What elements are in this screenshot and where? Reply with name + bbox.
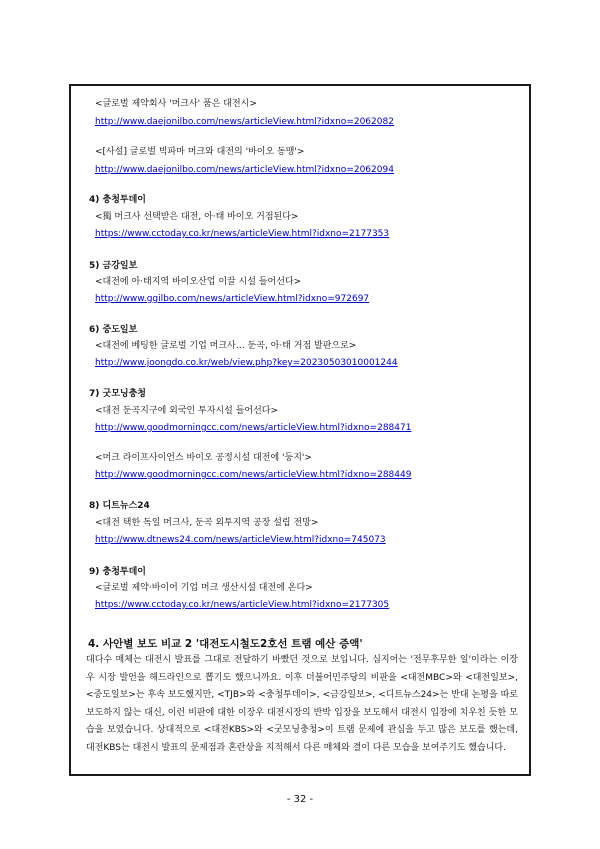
body-paragraph: 대다수 매체는 대전시 발표를 그대로 전달하기 바빴던 것으로 보입니다. 심지어는 '전무후무한 일'이라는 이장우 시장 발언을 헤드라인으로 뽑기도 했으니까요. 이후 더불어민주당의 비판을 <대전MBC>와 <대전일보>, <중도일보>는 후속 보도했지만, <TJB>와 <충청투데이>, <금강일보>, <디트뉴스24>는 반대 논평을 따로 보도하지 않는 대신, 이런 비판에 대한 이장우 대전시장의 반박 입장을 보도해서 대전시 입장에 치우친 듯한 모습을 보였습니다. 상대적으로 <대전KBS>와 <굿모닝충청>이 트램 문제에 관심을 두고 많은 보도를 했는데, 대전KBS는 대전시 발표의 문제점과 혼란상을 지적해서 다른 매체와 결이 다른 모습을 보여주기도 했습니다. bbox=[86, 655, 518, 753]
article-title: <글로벌 제약회사 '머크사' 품은 대전시> bbox=[95, 99, 257, 109]
article-link[interactable]: http://www.goodmorningcc.com/news/articleView.html?idxno=288449 bbox=[95, 470, 412, 480]
outlet-heading: 5) 금강일보 bbox=[89, 261, 138, 271]
article-link[interactable]: http://www.dtnews24.com/news/articleView.html?idxno=745073 bbox=[95, 535, 386, 545]
article-link[interactable]: http://www.goodmorningcc.com/news/articleView.html?idxno=288471 bbox=[95, 423, 412, 433]
article-title: <대전 둔곡지구에 외국인 투자시설 들어선다> bbox=[95, 406, 279, 416]
article-title: <獨 머크사 선택받은 대전, 아·태 바이오 거점된다> bbox=[95, 212, 299, 222]
article-title: <대전 택한 독일 머크사, 둔곡 외투지역 공장 설립 전망> bbox=[95, 518, 319, 528]
article-link[interactable]: http://www.daejonilbo.com/news/articleView.html?idxno=2062094 bbox=[95, 165, 394, 175]
outlet-heading: 8) 디트뉴스24 bbox=[89, 501, 150, 511]
article-title: <[사설] 글로벌 빅파마 머크와 대전의 '바이오 동맹'> bbox=[95, 147, 305, 157]
article-link[interactable]: https://www.cctoday.co.kr/news/articleView.html?idxno=2177305 bbox=[95, 600, 390, 610]
article-link[interactable]: http://www.joongdo.co.kr/web/view.php?key=20230503010001244 bbox=[95, 358, 398, 368]
article-link[interactable]: https://www.cctoday.co.kr/news/articleView.html?idxno=2177353 bbox=[95, 229, 390, 239]
section-title: 4. 사안별 보도 비교 2 '대전도시철도2호선 트램 예산 증액' bbox=[88, 638, 363, 650]
article-title: <머크 라이프사이언스 바이오 공정시설 대전에 '둥지'> bbox=[95, 453, 312, 463]
outlet-heading: 9) 충청투데이 bbox=[89, 567, 146, 577]
article-title: <대전에 아·태지역 바이오산업 이끌 시설 들어선다> bbox=[95, 277, 302, 287]
article-title: <대전에 베팅한 글로벌 기업 머크사… 둔곡, 아·태 거점 발판으로> bbox=[95, 341, 357, 351]
outlet-heading: 7) 굿모닝충청 bbox=[89, 389, 146, 399]
article-link[interactable]: http://www.ggilbo.com/news/articleView.html?idxno=972697 bbox=[95, 294, 370, 304]
article-title: <글로벌 제약·바이어 기업 머크 생산시설 대전에 온다> bbox=[95, 583, 313, 593]
outlet-heading: 6) 중도일보 bbox=[89, 325, 138, 335]
page-number: - 32 - bbox=[286, 794, 314, 805]
article-link[interactable]: http://www.daejonilbo.com/news/articleView.html?idxno=2062082 bbox=[95, 117, 394, 127]
outlet-heading: 4) 충청투데이 bbox=[89, 195, 146, 205]
